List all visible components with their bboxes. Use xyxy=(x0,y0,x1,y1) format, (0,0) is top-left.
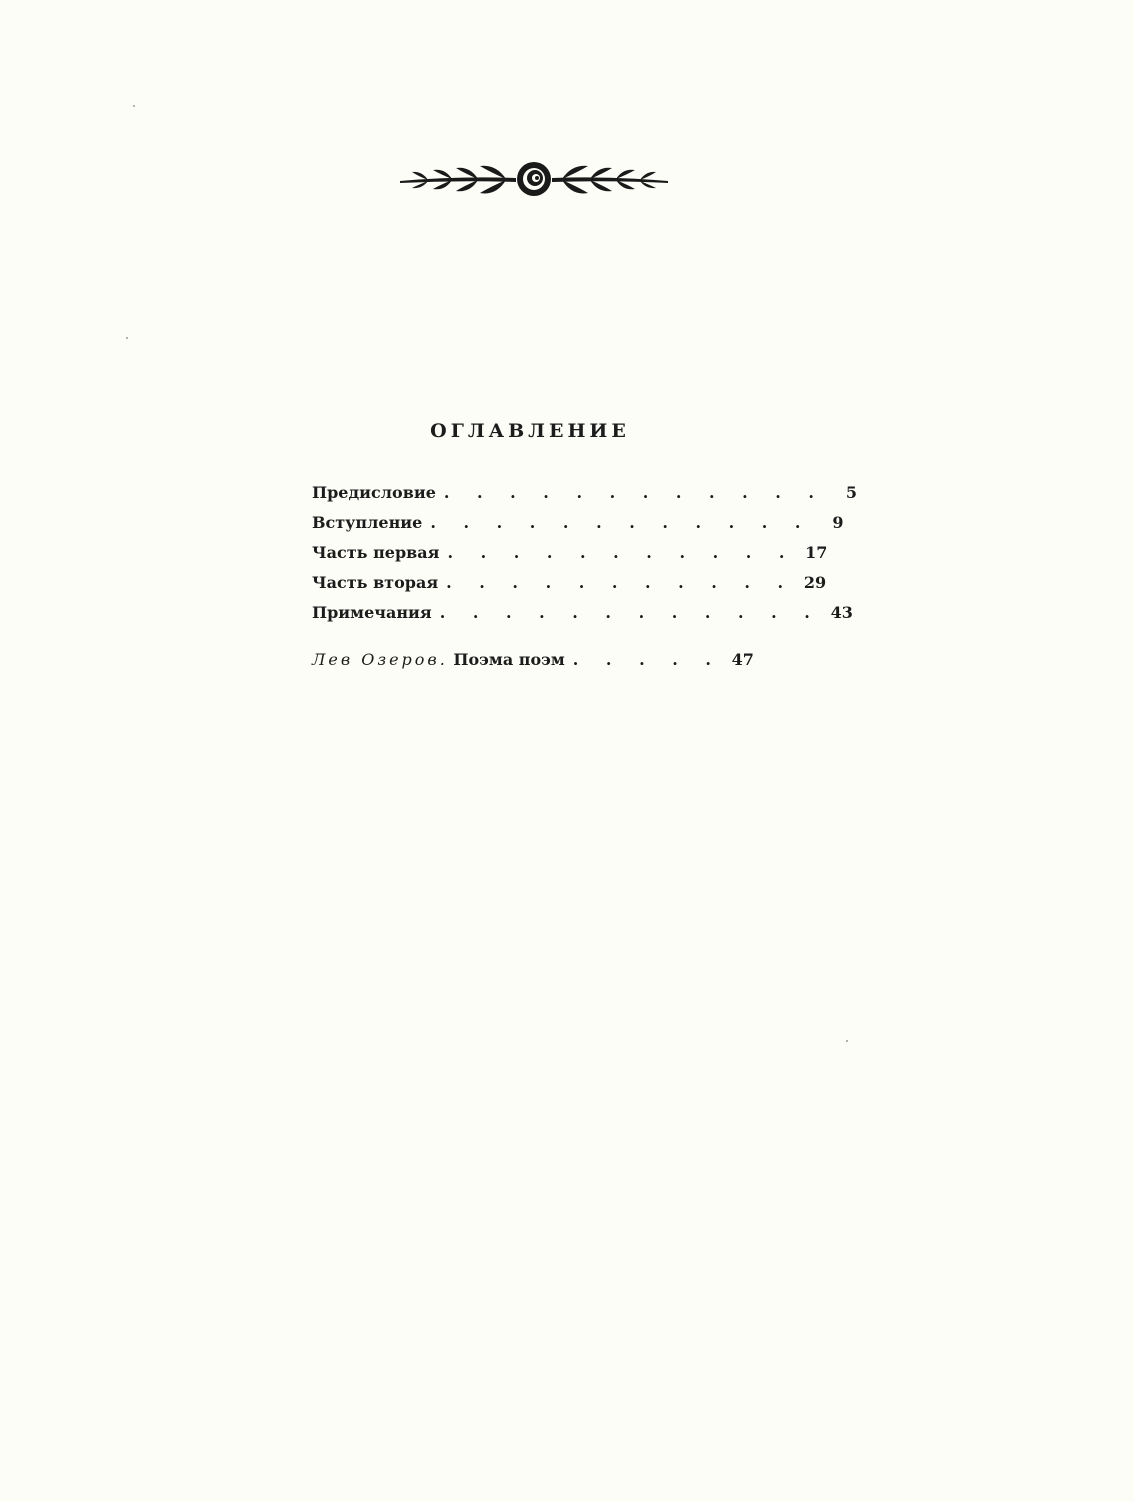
toc-entry[interactable] xyxy=(312,508,844,538)
toc-page-number: 17 xyxy=(805,543,828,562)
toc-page-number: 47 xyxy=(731,650,754,669)
afterword-title: Поэма поэм xyxy=(453,650,565,669)
toc-leader-dots: . . . . . . . . . . . xyxy=(447,543,796,562)
toc-entry-label xyxy=(312,645,565,675)
toc-leader-dots: . . . . . . . . . . . . xyxy=(443,483,825,502)
toc-entry[interactable] xyxy=(312,478,857,508)
toc-entry-label: Вступление xyxy=(312,513,423,532)
toc-leader-dots: . . . . . . . . . . . . xyxy=(430,513,812,532)
paper-speck xyxy=(126,337,128,339)
toc-page-number: 43 xyxy=(830,603,853,622)
toc-entry[interactable] xyxy=(312,568,827,598)
toc-entry[interactable] xyxy=(312,598,853,628)
toc-page-number: 5 xyxy=(845,483,857,502)
toc-entry[interactable] xyxy=(312,538,828,568)
paper-speck xyxy=(133,105,135,107)
toc-page-number: 9 xyxy=(832,513,844,532)
toc-entry-label: Примечания xyxy=(312,603,432,622)
afterword-author: Лев Озеров. xyxy=(312,650,448,669)
toc-entry-afterword[interactable] xyxy=(312,645,754,675)
toc-leader-dots: . . . . . xyxy=(572,650,722,669)
toc-page-number: 29 xyxy=(803,573,827,592)
toc-title: ОГЛАВЛЕНИЕ xyxy=(430,420,630,442)
paper-speck xyxy=(846,1040,848,1042)
toc-leader-dots: . . . . . . . . . . . xyxy=(446,573,795,592)
toc-entry-label: Часть первая xyxy=(312,543,440,562)
toc-entry-label: Предисловие xyxy=(312,483,436,502)
table-of-contents xyxy=(312,478,857,675)
laurel-scroll-ornament-icon xyxy=(398,158,670,200)
toc-entry-label: Часть вторая xyxy=(312,573,439,592)
toc-leader-dots: . . . . . . . . . . . . xyxy=(439,603,821,622)
